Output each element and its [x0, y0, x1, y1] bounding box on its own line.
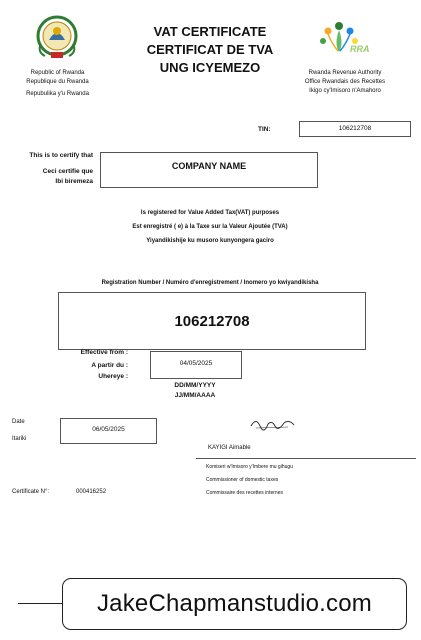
registration-label: Registration Number / Numéro d'enregistrement / Inomero yo kwiyandikisha	[101, 280, 319, 286]
date-value: 06/05/2025	[92, 426, 125, 433]
signatory-title-en: Commissioner of domestic taxes	[206, 477, 279, 483]
certify-label-en: This is to certify that	[29, 152, 93, 159]
rwanda-coat-of-arms-icon	[35, 14, 79, 62]
rra-logo-icon	[316, 16, 362, 66]
certificate-label: Certificate N°:	[12, 489, 50, 495]
effective-label-fr: A partir du :	[91, 362, 128, 369]
title-line-2: CERTIFICAT DE TVA	[146, 42, 274, 57]
left-org-line-3: Repubulika y'u Rwanda	[26, 91, 89, 97]
tin-box	[299, 121, 411, 137]
effective-label-rw: Uhereye :	[98, 373, 128, 380]
registered-line-rw: Yiyandikishije ku musoro kunyongera gaciro	[146, 238, 274, 244]
certify-label-fr: Ceci certifie que	[42, 168, 93, 175]
date-label-en: Date	[12, 419, 25, 425]
right-org-line-1: Rwanda Revenue Authority	[308, 70, 382, 76]
signatory-name: KAYIGI Aimable	[208, 445, 251, 451]
rra-logo-text: RRA	[350, 44, 370, 54]
effective-date-box	[150, 351, 242, 379]
certificate-number: 000416252	[76, 489, 107, 495]
right-org-line-2: Office Rwandais des Recettes	[304, 79, 386, 85]
effective-format-en: DD/MM/YYYY	[174, 382, 216, 389]
effective-label-en: Effective from :	[80, 349, 128, 356]
signatory-title-fr: Commissaire des recettes internes	[206, 490, 283, 496]
title-line-3: UNG ICYEMEZO	[159, 60, 261, 75]
watermark-text: JakeChapmanstudio.com	[96, 590, 372, 617]
date-box	[60, 418, 157, 444]
signatory-title-rw: Komiseri w'Imisoro y'Imbere mu gihugu	[206, 464, 293, 470]
watermark-box	[62, 578, 407, 630]
signature-icon	[248, 414, 298, 434]
registered-line-fr: Est enregistré ( e) à la Taxe sur la Valeur Ajoutée (TVA)	[132, 224, 288, 230]
effective-format-fr: JJ/MM/AAAA	[174, 392, 216, 399]
left-org-line-1: Republic of Rwanda	[30, 70, 85, 76]
tin-label: TIN:	[258, 126, 271, 133]
signature-line	[196, 458, 416, 459]
company-name: COMPANY NAME	[171, 161, 247, 171]
title-line-1: VAT CERTIFICATE	[153, 24, 267, 39]
registration-box	[58, 292, 366, 350]
registration-number: 106212708	[174, 313, 250, 330]
effective-date: 04/05/2025	[179, 360, 213, 367]
company-name-box	[100, 152, 318, 188]
watermark-line-left	[18, 603, 62, 604]
certify-label-rw: Ibi biremeza	[55, 178, 93, 185]
date-label-rw: Itariki	[12, 436, 27, 442]
left-org-line-2: Republique du Rwanda	[26, 79, 89, 85]
tin-value: 106212708	[338, 125, 372, 132]
registered-line-en: Is registered for Value Added Tax(VAT) purposes	[140, 210, 280, 216]
right-org-line-3: Ikigo cy'Imisoro n'Amahoro	[309, 88, 381, 94]
